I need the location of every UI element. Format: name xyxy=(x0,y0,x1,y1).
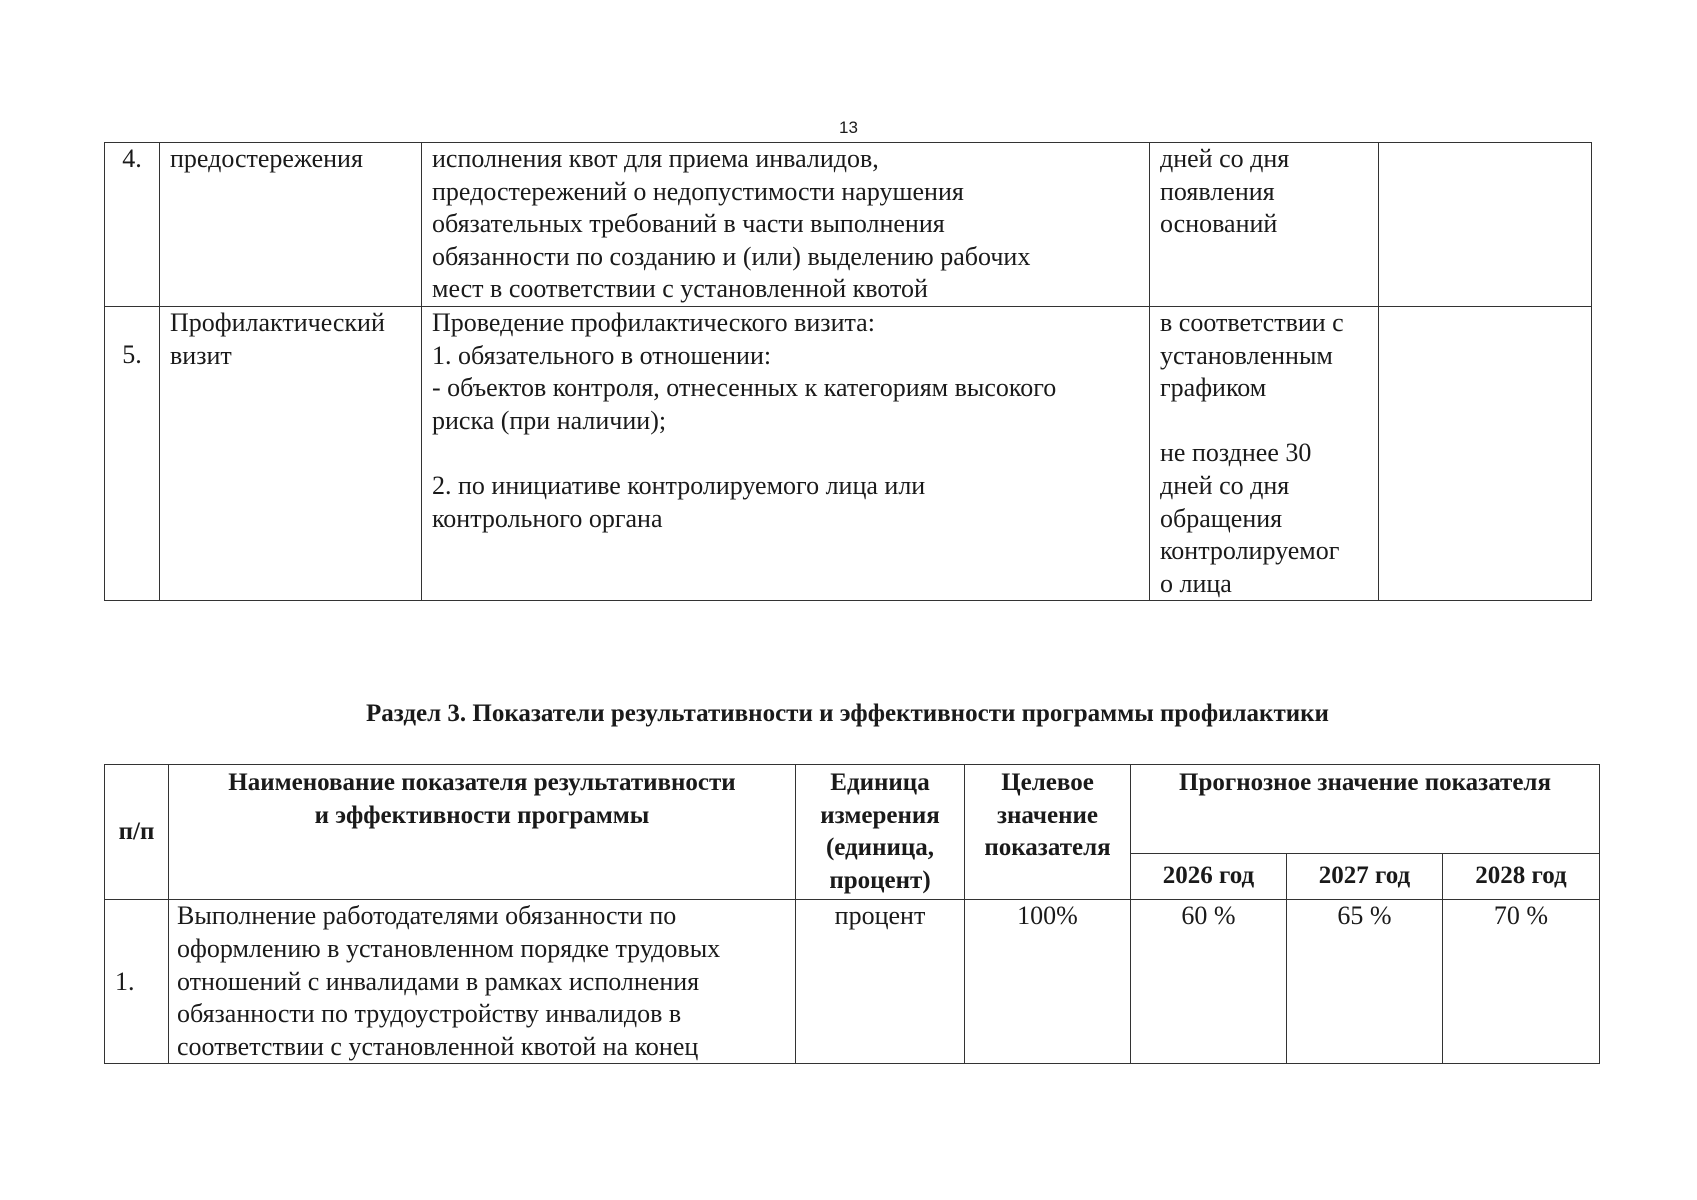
measure-term: в соответствии с установленным графиком не позднее 30 дней со дня обращения контролируемог о лица xyxy=(1150,307,1379,601)
indicator-name: Выполнение работодателями обязанности по оформлению в установленном порядке трудовых отношений с инвалидами в рамках исполнения обязанности по трудоустройству инвалидов в соответствии с установленной квотой на конец xyxy=(169,900,796,1064)
prevention-measures-table xyxy=(104,142,1592,601)
header-indicator-name: Наименование показателя результативности и эффективности программы xyxy=(169,765,796,900)
indicator-unit: процент xyxy=(796,900,965,1064)
row-number: 1. xyxy=(105,900,169,1064)
table-row xyxy=(105,307,1592,601)
measure-description: исполнения квот для приема инвалидов, предостережений о недопустимости нарушения обязательных требований в части выполнения обязанности по созданию и (или) выделению рабочих мест в соответствии с установленной квотой xyxy=(422,143,1150,307)
indicator-value-2028: 70 % xyxy=(1443,900,1600,1064)
header-forecast: Прогнозное значение показателя xyxy=(1131,765,1600,854)
section-title: Раздел 3. Показатели результативности и эффективности программы профилактики xyxy=(366,700,1329,727)
indicator-value-2027: 65 % xyxy=(1287,900,1443,1064)
header-row xyxy=(105,765,1600,854)
page-number: 13 xyxy=(839,118,858,137)
header-target: Целевое значение показателя xyxy=(965,765,1131,900)
row-number: 5. xyxy=(105,307,160,601)
measure-name: предостережения xyxy=(160,143,422,307)
header-unit: Единица измерения (единица, процент) xyxy=(796,765,965,900)
indicator-value-2026: 60 % xyxy=(1131,900,1287,1064)
table-row xyxy=(105,143,1592,307)
measure-responsible xyxy=(1379,143,1592,307)
header-year-2028: 2028 год xyxy=(1443,853,1600,900)
table-row xyxy=(105,900,1600,1064)
measure-term: дней со дня появления оснований xyxy=(1150,143,1379,307)
header-year-2026: 2026 год xyxy=(1131,853,1287,900)
measure-responsible xyxy=(1379,307,1592,601)
measure-name: Профилактический визит xyxy=(160,307,422,601)
header-year-2027: 2027 год xyxy=(1287,853,1443,900)
row-number: 4. xyxy=(105,143,160,307)
indicator-target: 100% xyxy=(965,900,1131,1064)
measure-description: Проведение профилактического визита: 1. обязательного в отношении: - объектов контроля, отнесенных к категориям высокого риска (при наличии); 2. по инициативе контролируемого лица или контрольного органа xyxy=(422,307,1150,601)
header-pp: п/п xyxy=(105,765,169,900)
indicators-table xyxy=(104,764,1600,1064)
